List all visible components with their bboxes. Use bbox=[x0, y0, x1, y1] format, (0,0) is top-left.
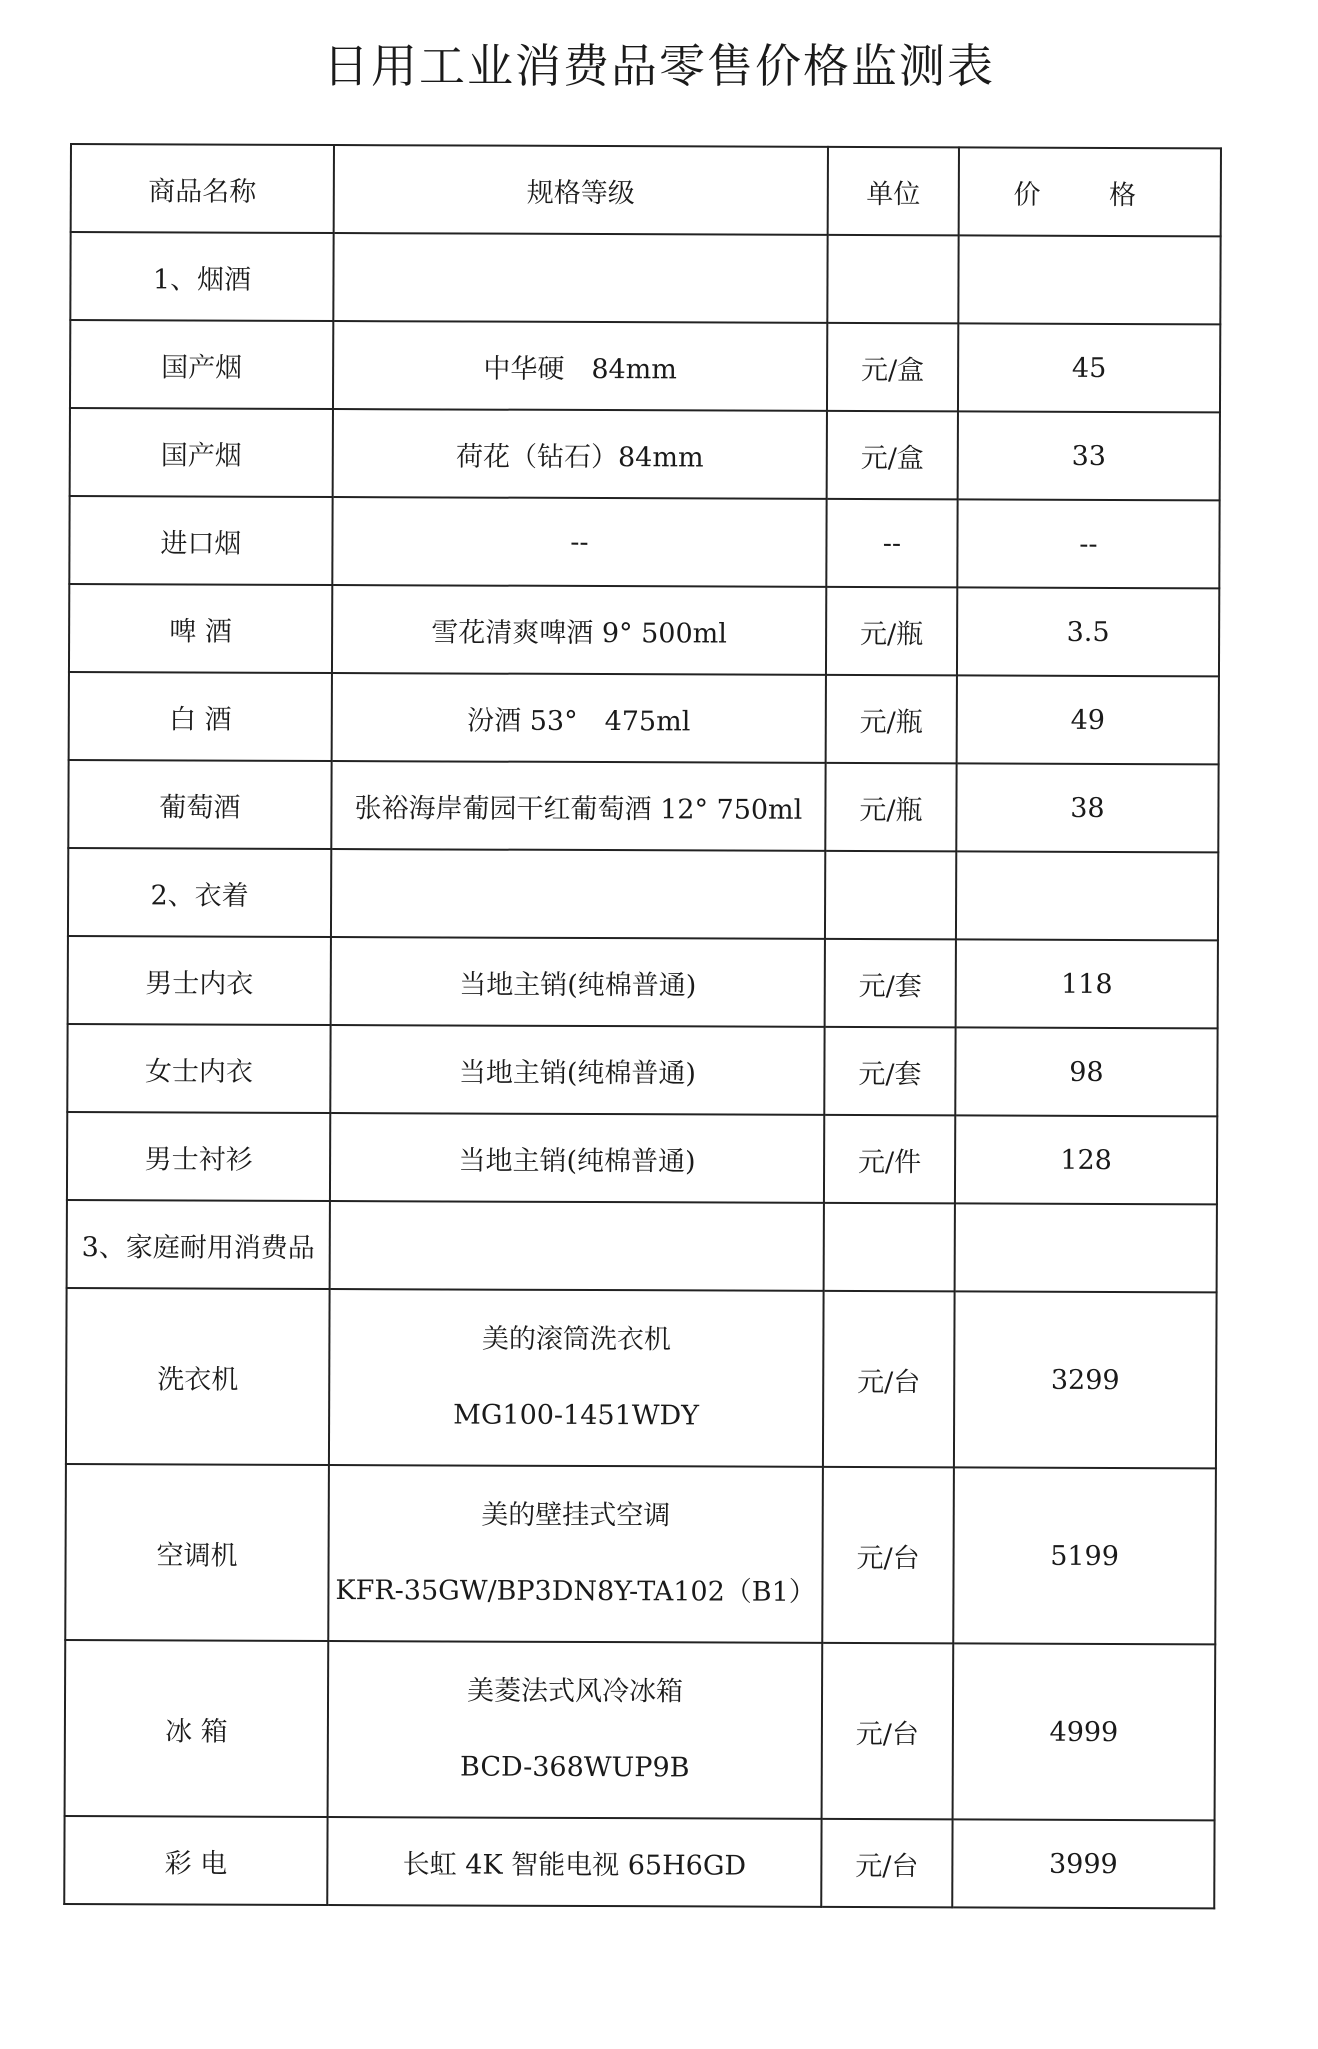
table-row bbox=[68, 848, 1218, 940]
cell-product-name: 冰 箱 bbox=[65, 1640, 329, 1817]
cell-product-name: 啤 酒 bbox=[69, 584, 332, 673]
spec-line-name: 美的滚筒洗衣机 bbox=[481, 1323, 671, 1355]
spec-line-name: 美菱法式风冷冰箱 bbox=[467, 1675, 684, 1707]
cell-price: 38 bbox=[956, 763, 1218, 852]
cell-product-name: 2、衣着 bbox=[68, 848, 331, 937]
table-row bbox=[65, 1464, 1216, 1644]
cell-unit: 元/盒 bbox=[827, 411, 958, 500]
cell-unit: 元/台 bbox=[822, 1467, 954, 1644]
header-unit: 单位 bbox=[828, 147, 959, 236]
cell-unit: 元/套 bbox=[825, 939, 956, 1028]
cell-price: 33 bbox=[958, 411, 1220, 500]
cell-spec-grade bbox=[329, 1289, 824, 1467]
cell-spec-grade bbox=[331, 849, 825, 939]
cell-unit: 元/瓶 bbox=[825, 763, 956, 852]
cell-unit bbox=[825, 851, 956, 940]
cell-product-name: 洗衣机 bbox=[66, 1288, 330, 1465]
cell-price bbox=[956, 851, 1218, 940]
spec-line-model: BCD-368WUP9B bbox=[459, 1751, 690, 1784]
cell-spec-grade bbox=[330, 1201, 824, 1291]
cell-unit: 元/台 bbox=[823, 1291, 955, 1468]
table-row bbox=[68, 936, 1218, 1028]
cell-spec-grade: 当地主销(纯棉普通) bbox=[330, 1025, 824, 1115]
cell-product-name: 进口烟 bbox=[69, 496, 332, 585]
cell-spec-grade: 雪花清爽啤酒 9° 500ml bbox=[332, 585, 826, 675]
cell-product-name: 女士内衣 bbox=[67, 1024, 330, 1113]
table-row bbox=[70, 320, 1220, 412]
cell-price: 3299 bbox=[954, 1291, 1217, 1468]
cell-unit: 元/瓶 bbox=[826, 675, 957, 764]
table-header-row bbox=[71, 144, 1221, 236]
cell-unit: 元/瓶 bbox=[826, 587, 957, 676]
header-price: 价 格 bbox=[959, 147, 1221, 236]
cell-price: 128 bbox=[955, 1115, 1217, 1204]
cell-spec-grade: 长虹 4K 智能电视 65H6GD bbox=[327, 1817, 821, 1907]
cell-price: 45 bbox=[958, 323, 1220, 412]
table-row bbox=[67, 1200, 1217, 1292]
spec-line-model: MG100-1451WDY bbox=[453, 1399, 700, 1432]
cell-spec-grade bbox=[333, 233, 827, 323]
table-row bbox=[66, 1288, 1217, 1468]
cell-spec-grade: -- bbox=[332, 497, 826, 587]
cell-spec-grade bbox=[328, 1641, 823, 1819]
cell-price: 3999 bbox=[952, 1819, 1214, 1908]
cell-product-name: 国产烟 bbox=[70, 408, 333, 497]
cell-product-name: 3、家庭耐用消费品 bbox=[67, 1200, 330, 1289]
cell-unit: 元/盒 bbox=[827, 323, 958, 412]
cell-spec-grade: 张裕海岸葡园干红葡萄酒 12° 750ml bbox=[331, 761, 825, 851]
cell-price bbox=[955, 1203, 1217, 1292]
table-row bbox=[70, 408, 1220, 500]
cell-price: -- bbox=[957, 499, 1219, 588]
table-row bbox=[67, 1024, 1217, 1116]
cell-price: 118 bbox=[956, 939, 1218, 1028]
cell-spec-grade: 荷花（钻石）84mm bbox=[333, 409, 827, 499]
table-row bbox=[69, 672, 1219, 764]
page-title: 日用工业消费品零售价格监测表 bbox=[323, 39, 995, 93]
cell-price: 5199 bbox=[953, 1467, 1216, 1644]
cell-price: 49 bbox=[957, 675, 1219, 764]
table-row bbox=[69, 496, 1219, 588]
table-row bbox=[69, 584, 1219, 676]
cell-price: 98 bbox=[955, 1027, 1217, 1116]
cell-unit: 元/件 bbox=[824, 1115, 955, 1204]
spec-line-model: KFR-35GW/BP3DN8Y-TA102（B1） bbox=[335, 1575, 816, 1608]
table-body bbox=[64, 232, 1220, 1908]
cell-price bbox=[958, 235, 1220, 324]
cell-product-name: 国产烟 bbox=[70, 320, 333, 409]
cell-product-name: 空调机 bbox=[65, 1464, 329, 1641]
cell-unit: 元/台 bbox=[822, 1643, 954, 1820]
table-row bbox=[67, 1112, 1217, 1204]
cell-spec-grade: 汾酒 53° 475ml bbox=[332, 673, 826, 763]
cell-spec-grade bbox=[328, 1465, 823, 1643]
cell-spec-grade: 当地主销(纯棉普通) bbox=[331, 937, 825, 1027]
cell-unit bbox=[824, 1203, 955, 1292]
cell-product-name: 男士衬衫 bbox=[67, 1112, 330, 1201]
cell-product-name: 白 酒 bbox=[69, 672, 332, 761]
header-product-name: 商品名称 bbox=[71, 144, 334, 233]
cell-price: 4999 bbox=[953, 1643, 1216, 1820]
cell-spec-grade: 中华硬 84mm bbox=[333, 321, 827, 411]
cell-product-name: 彩 电 bbox=[64, 1816, 327, 1905]
table-row bbox=[65, 1640, 1216, 1820]
cell-product-name: 1、烟酒 bbox=[70, 232, 333, 321]
cell-unit: -- bbox=[826, 499, 957, 588]
price-monitoring-table bbox=[63, 143, 1222, 1909]
table-row bbox=[70, 232, 1220, 324]
cell-unit: 元/台 bbox=[821, 1819, 952, 1908]
cell-spec-grade: 当地主销(纯棉普通) bbox=[330, 1113, 824, 1203]
table-row bbox=[64, 1816, 1214, 1908]
header-spec-grade: 规格等级 bbox=[334, 145, 828, 235]
cell-unit: 元/套 bbox=[824, 1027, 955, 1116]
cell-product-name: 葡萄酒 bbox=[68, 760, 331, 849]
cell-unit bbox=[827, 235, 958, 324]
cell-price: 3.5 bbox=[957, 587, 1219, 676]
cell-product-name: 男士内衣 bbox=[68, 936, 331, 1025]
table-row bbox=[68, 760, 1218, 852]
spec-line-name: 美的壁挂式空调 bbox=[481, 1499, 671, 1531]
